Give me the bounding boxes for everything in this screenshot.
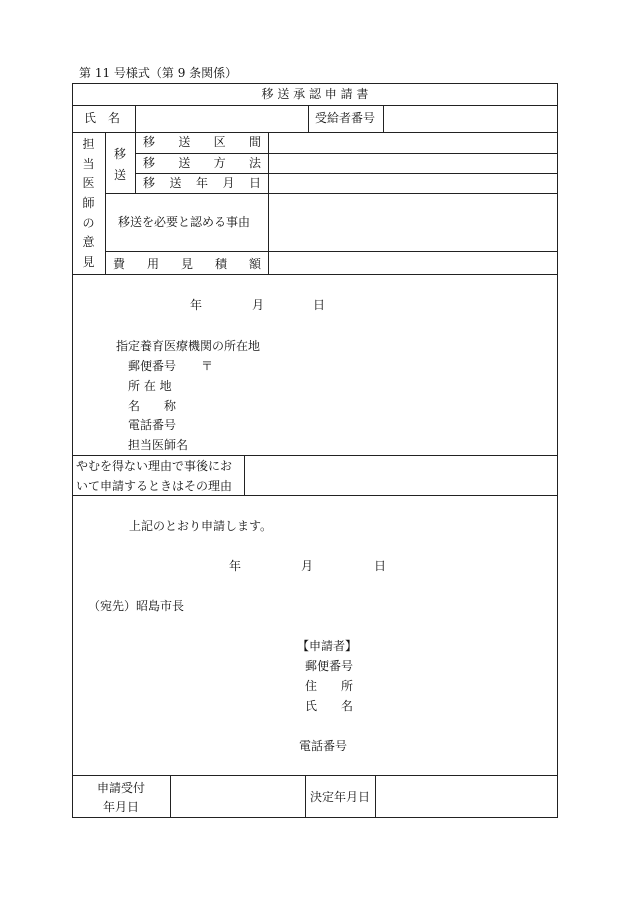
doctor-opinion-label: 担 当 医 師 の 意 見 [82,137,95,269]
name-label: 氏 名 [84,111,120,125]
application-day-label: 日 [374,559,387,573]
institution-phone-label: 電話番号 [128,418,177,432]
applicant-heading: 【申請者】 [297,639,358,653]
applicant-address-label: 住 所 [305,679,354,693]
received-date-label-line-1: 申請受付 [96,781,145,795]
transport-section-label: 移 送 区 間 [143,135,261,149]
addressee: （宛先）昭島市長 [88,599,185,613]
name-field[interactable] [136,106,308,132]
institution-address-label: 所 在 地 [128,379,172,393]
late-reason-field[interactable] [245,456,557,495]
applicant-postal-code-label: 郵便番号 [305,659,354,673]
date-month-label: 月 [252,298,265,312]
transport-date-field[interactable] [269,174,557,193]
transport-method-field[interactable] [269,154,557,173]
institution-postal-code-label: 郵便番号 [128,359,177,373]
received-date-label-line-2: 年月日 [102,800,139,814]
applicant-phone-label: 電話番号 [299,739,348,753]
transport-label: 移 送 [113,147,126,182]
cost-estimate-field[interactable] [269,252,557,274]
applicant-name-label: 氏 名 [305,699,354,713]
late-reason-label-line-1: やむを得ない理由で事後にお [76,459,233,473]
received-date-field[interactable] [171,776,305,817]
date-year-label: 年 [190,298,203,312]
institution-name-label: 名 称 [128,399,177,413]
institution-doctor-label: 担当医師名 [128,438,189,452]
application-month-label: 月 [301,559,314,573]
decision-date-label: 決定年月日 [309,790,370,804]
date-day-label: 日 [313,298,326,312]
declaration-text: 上記のとおり申請します。 [129,519,273,533]
transport-section-field[interactable] [269,133,557,153]
form-title: 移 送 承 認 申 請 書 [261,87,369,101]
institution-heading: 指定養育医療機関の所在地 [116,339,261,353]
necessity-reason-field[interactable] [269,194,557,251]
necessity-reason-label: 移送を必要と認める事由 [118,215,251,229]
transport-method-label: 移 送 方 法 [143,156,261,170]
recipient-number-label: 受給者番号 [315,111,376,125]
recipient-number-field[interactable] [384,106,557,132]
decision-date-field[interactable] [376,776,557,817]
transport-date-label: 移 送 年 月 日 [143,176,261,190]
postal-mark: 〒 [201,359,214,373]
application-year-label: 年 [229,559,242,573]
late-reason-label-line-2: いて申請するときはその理由 [76,479,233,493]
cost-estimate-label: 費 用 見 積 額 [113,257,261,271]
form-number: 第 11 号様式（第 9 条関係） [79,66,238,80]
